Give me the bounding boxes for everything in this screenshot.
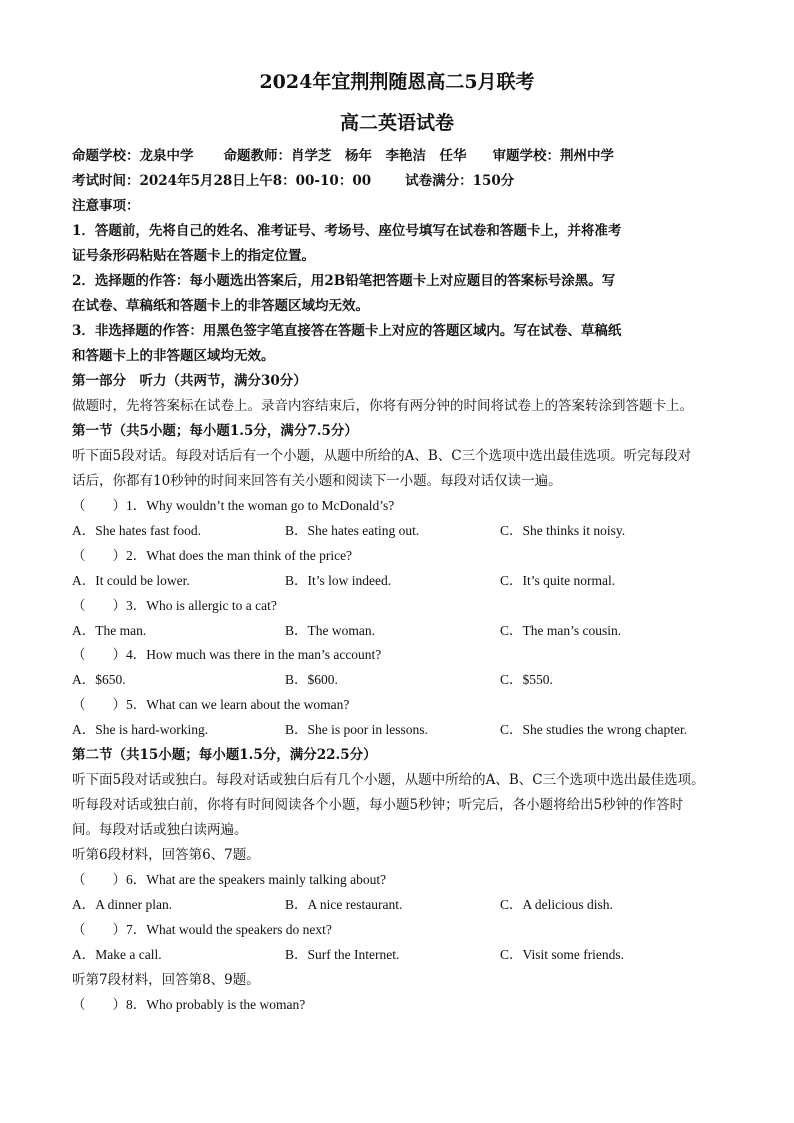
option-b: B．The woman. <box>285 623 375 638</box>
option-b: B．It’s low indeed. <box>285 573 392 588</box>
notes-heading: 注意事项： <box>72 198 140 214</box>
note-1-line-1: 1．答题前，先将自己的姓名、准考证号、考场号、座位号填写在试卷和答题卡上，并将准考 <box>72 223 622 239</box>
option-a: A．$650. <box>72 672 126 687</box>
option-c: C．$550. <box>500 672 553 687</box>
option-b: B．She hates eating out. <box>285 523 420 538</box>
question-2: （ ）2．What does the man think of the price? <box>72 548 353 563</box>
section2-intro-line-3: 间。每段对话或独白读两遍。 <box>72 822 248 838</box>
option-b: B．A nice restaurant. <box>285 897 403 912</box>
review-label: 审题学校：荆州中学 <box>492 148 614 164</box>
note-1-line-2: 证号条形码粘贴在答题卡上的指定位置。 <box>72 248 315 264</box>
note-2-line-1: 2．选择题的作答：每小题选出答案后，用2B铅笔把答题卡上对应题目的答案标号涂黑。写 <box>72 273 616 289</box>
option-c: C．A delicious dish. <box>500 897 613 912</box>
question-3-options <box>72 621 724 641</box>
option-c: C．Visit some friends. <box>500 947 625 962</box>
note-2-line-2: 在试卷、草稿纸和答题卡上的非答题区域均无效。 <box>72 298 369 314</box>
option-b: B．She is poor in lessons. <box>285 722 428 737</box>
option-b: B．$600. <box>285 672 338 687</box>
option-c: C．She thinks it noisy. <box>500 523 626 538</box>
question-2-options <box>72 571 724 591</box>
section2-intro-line-2: 听每段对话或独白前，你将有时间阅读各个小题，每小题5秒钟；听完后，各小题将给出5秒钟的作答时 <box>72 797 684 813</box>
option-a: A．She is hard-working. <box>72 722 209 737</box>
question-6-options <box>72 895 724 915</box>
exam-meta-time <box>72 171 724 191</box>
school-label: 命题学校：龙泉中学 <box>72 148 194 164</box>
part1-heading: 第一部分 听力（共两节，满分30分） <box>72 373 307 389</box>
note-3-line-1: 3．非选择题的作答：用黑色签字笔直接答在答题卡上对应的答题区域内。写在试卷、草稿纸 <box>72 323 622 339</box>
question-4: （ ）4．How much was there in the man’s account? <box>72 647 382 662</box>
teachers-label: 命题教师：肖学芝 杨年 李艳洁 任华 <box>223 148 467 164</box>
option-a: A．It could be lower. <box>72 573 190 588</box>
exam-time: 考试时间：2024年5月28日上午8：00-10：00 <box>72 173 372 189</box>
section1-intro-line-1: 听下面5段对话。每段对话后有一个小题，从题中所给的A、B、C三个选项中选出最佳选项。听完每段对 <box>72 448 692 464</box>
section2-heading: 第二节（共15小题；每小题1.5分，满分22.5分） <box>72 747 377 763</box>
option-a: A．The man. <box>72 623 147 638</box>
option-b: B．Surf the Internet. <box>285 947 400 962</box>
question-7-options <box>72 945 724 965</box>
exam-meta-authors <box>72 146 724 166</box>
section1-heading: 第一节（共5小题；每小题1.5分，满分7.5分） <box>72 423 358 439</box>
material-6-note: 听第6段材料，回答第6、7题。 <box>72 847 260 863</box>
question-3: （ ）3．Who is allergic to a cat? <box>72 598 277 613</box>
section1-intro-line-2: 话后，你都有10秒钟的时间来回答有关小题和阅读下一小题。每段对话仅读一遍。 <box>72 473 562 489</box>
part1-intro: 做题时，先将答案标在试卷上。录音内容结束后，你将有两分钟的时间将试卷上的答案转涂到答题卡上。 <box>72 398 693 414</box>
option-c: C．The man’s cousin. <box>500 623 622 638</box>
question-7: （ ）7．What would the speakers do next? <box>72 922 332 937</box>
question-8: （ ）8．Who probably is the woman? <box>72 997 306 1012</box>
note-3-line-2: 和答题卡上的非答题区域均无效。 <box>72 348 275 364</box>
exam-subtitle: 高二英语试卷 <box>339 112 454 134</box>
option-a: A．She hates fast food. <box>72 523 201 538</box>
question-5-options <box>72 720 724 740</box>
option-a: A．A dinner plan. <box>72 897 173 912</box>
option-c: C．It’s quite normal. <box>500 573 616 588</box>
exam-title: 2024年宜荆荆随恩高二5月联考 <box>259 71 535 93</box>
question-6: （ ）6．What are the speakers mainly talking about? <box>72 872 387 887</box>
question-4-options <box>72 670 724 690</box>
material-7-note: 听第7段材料，回答第8、9题。 <box>72 972 260 988</box>
option-a: A．Make a call. <box>72 947 162 962</box>
option-c: C．She studies the wrong chapter. <box>500 722 688 737</box>
section2-intro-line-1: 听下面5段对话或独白。每段对话或独白后有几个小题，从题中所给的A、B、C三个选项中选出最佳选项。 <box>72 772 705 788</box>
question-5: （ ）5．What can we learn about the woman? <box>72 697 350 712</box>
full-score: 试卷满分：150分 <box>405 173 515 189</box>
question-1-options <box>72 521 724 541</box>
question-1: （ ）1．Why wouldn’t the woman go to McDonald’s? <box>72 498 395 513</box>
